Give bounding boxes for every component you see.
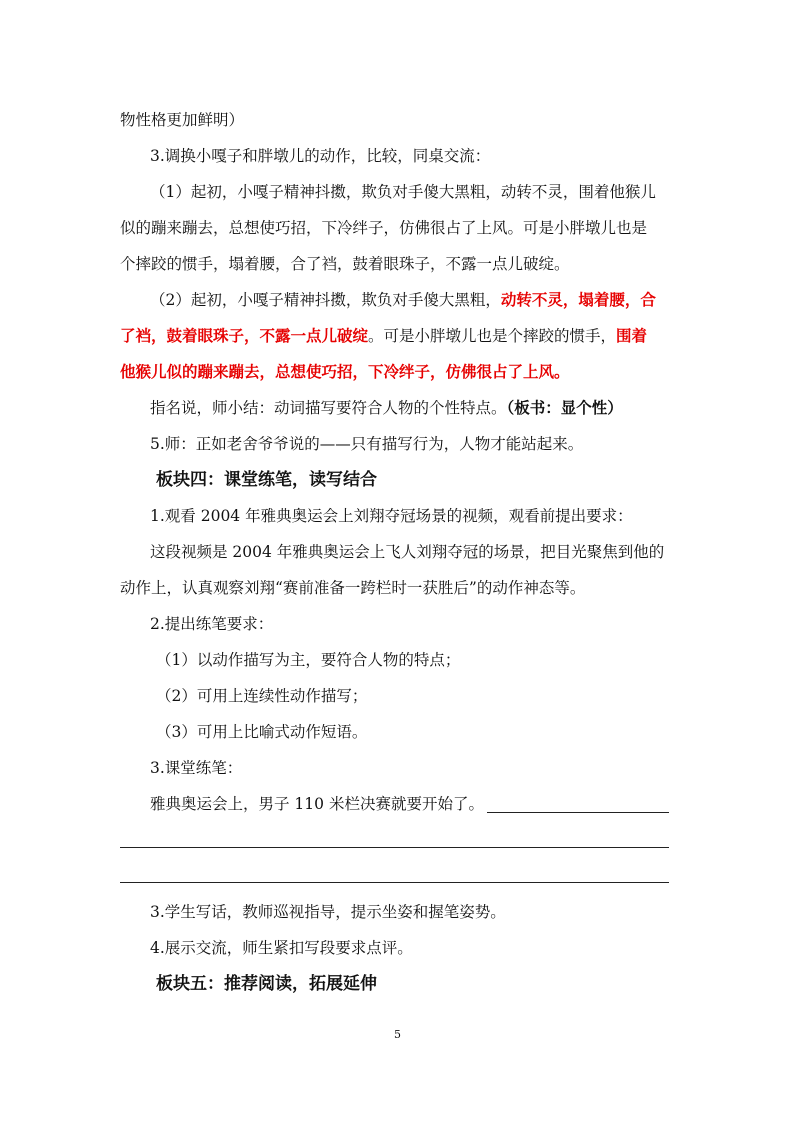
highlight-text: 了裆，鼓着眼珠子，不露一点儿破绽 xyxy=(120,326,369,345)
text-line-mixed xyxy=(150,290,656,310)
text-line: 4.展示交流，师生紧扣写段要求点评。 xyxy=(150,939,413,957)
text-segment: 。可是小胖墩儿也是个摔跤的惯手， xyxy=(368,327,617,345)
answer-blank-line xyxy=(487,812,669,813)
highlight-text-line: 他猴儿似的蹦来蹦去，总想使巧招，下冷绊子，仿佛很占了上风。 xyxy=(120,362,570,381)
page-number: 5 xyxy=(394,1028,401,1041)
highlight-text: 动转不灵，塌着腰，合 xyxy=(500,290,656,309)
text-line-mixed xyxy=(120,326,647,346)
answer-blank-line xyxy=(120,882,669,883)
text-line: （2）可用上连续性动作描写； xyxy=(156,687,368,705)
text-line: （1）起初，小嘎子精神抖擞，欺负对手傻大黑粗，动转不灵，围着他猴儿 xyxy=(150,183,656,201)
text-line-mixed xyxy=(150,398,623,418)
text-line: 2.提出练笔要求： xyxy=(150,615,274,633)
text-segment: 指名说，师小结：动词描写要符合人物的个性特点。 xyxy=(150,399,507,417)
text-line: 雅典奥运会上，男子 110 米栏决赛就要开始了。 xyxy=(150,795,484,813)
text-line: 1.观看 2004 年雅典奥运会上刘翔夺冠场景的视频，观看前提出要求： xyxy=(150,507,633,525)
text-line: 动作上，认真观察刘翔“赛前准备一跨栏时一获胜后”的动作神态等。 xyxy=(120,579,586,597)
text-line: 3.学生写话，教师巡视指导，提示坐姿和握笔姿势。 xyxy=(150,903,506,921)
text-line: （3）可用上比喻式动作短语。 xyxy=(156,723,368,741)
answer-blank-line xyxy=(120,847,669,848)
section-heading: 板块四：课堂练笔，读写结合 xyxy=(156,470,377,490)
text-line: 5.师：正如老舍爷爷说的——只有描写行为，人物才能站起来。 xyxy=(150,435,584,453)
text-line: 个摔跤的惯手，塌着腰，合了裆，鼓着眼珠子，不露一点儿破绽。 xyxy=(120,255,570,273)
text-line: 物性格更加鲜明） xyxy=(120,111,245,129)
board-note: （板书：显个性） xyxy=(506,398,623,417)
text-line: 3.调换小嘎子和胖墩儿的动作，比较，同桌交流： xyxy=(150,147,491,165)
text-line: 似的蹦来蹦去，总想使巧招，下冷绊子，仿佛很占了上风。可是小胖墩儿也是 xyxy=(120,219,648,237)
section-heading: 板块五：推荐阅读，拓展延伸 xyxy=(156,974,377,994)
text-line: 3.课堂练笔： xyxy=(150,759,243,777)
text-segment: （2）起初，小嘎子精神抖擞，欺负对手傻大黑粗， xyxy=(150,291,501,309)
text-line: 这段视频是 2004 年雅典奥运会上飞人刘翔夺冠的场景，把目光聚焦到他的 xyxy=(150,543,665,561)
text-line: （1）以动作描写为主，要符合人物的特点； xyxy=(156,651,461,669)
highlight-text: 围着 xyxy=(616,326,648,345)
